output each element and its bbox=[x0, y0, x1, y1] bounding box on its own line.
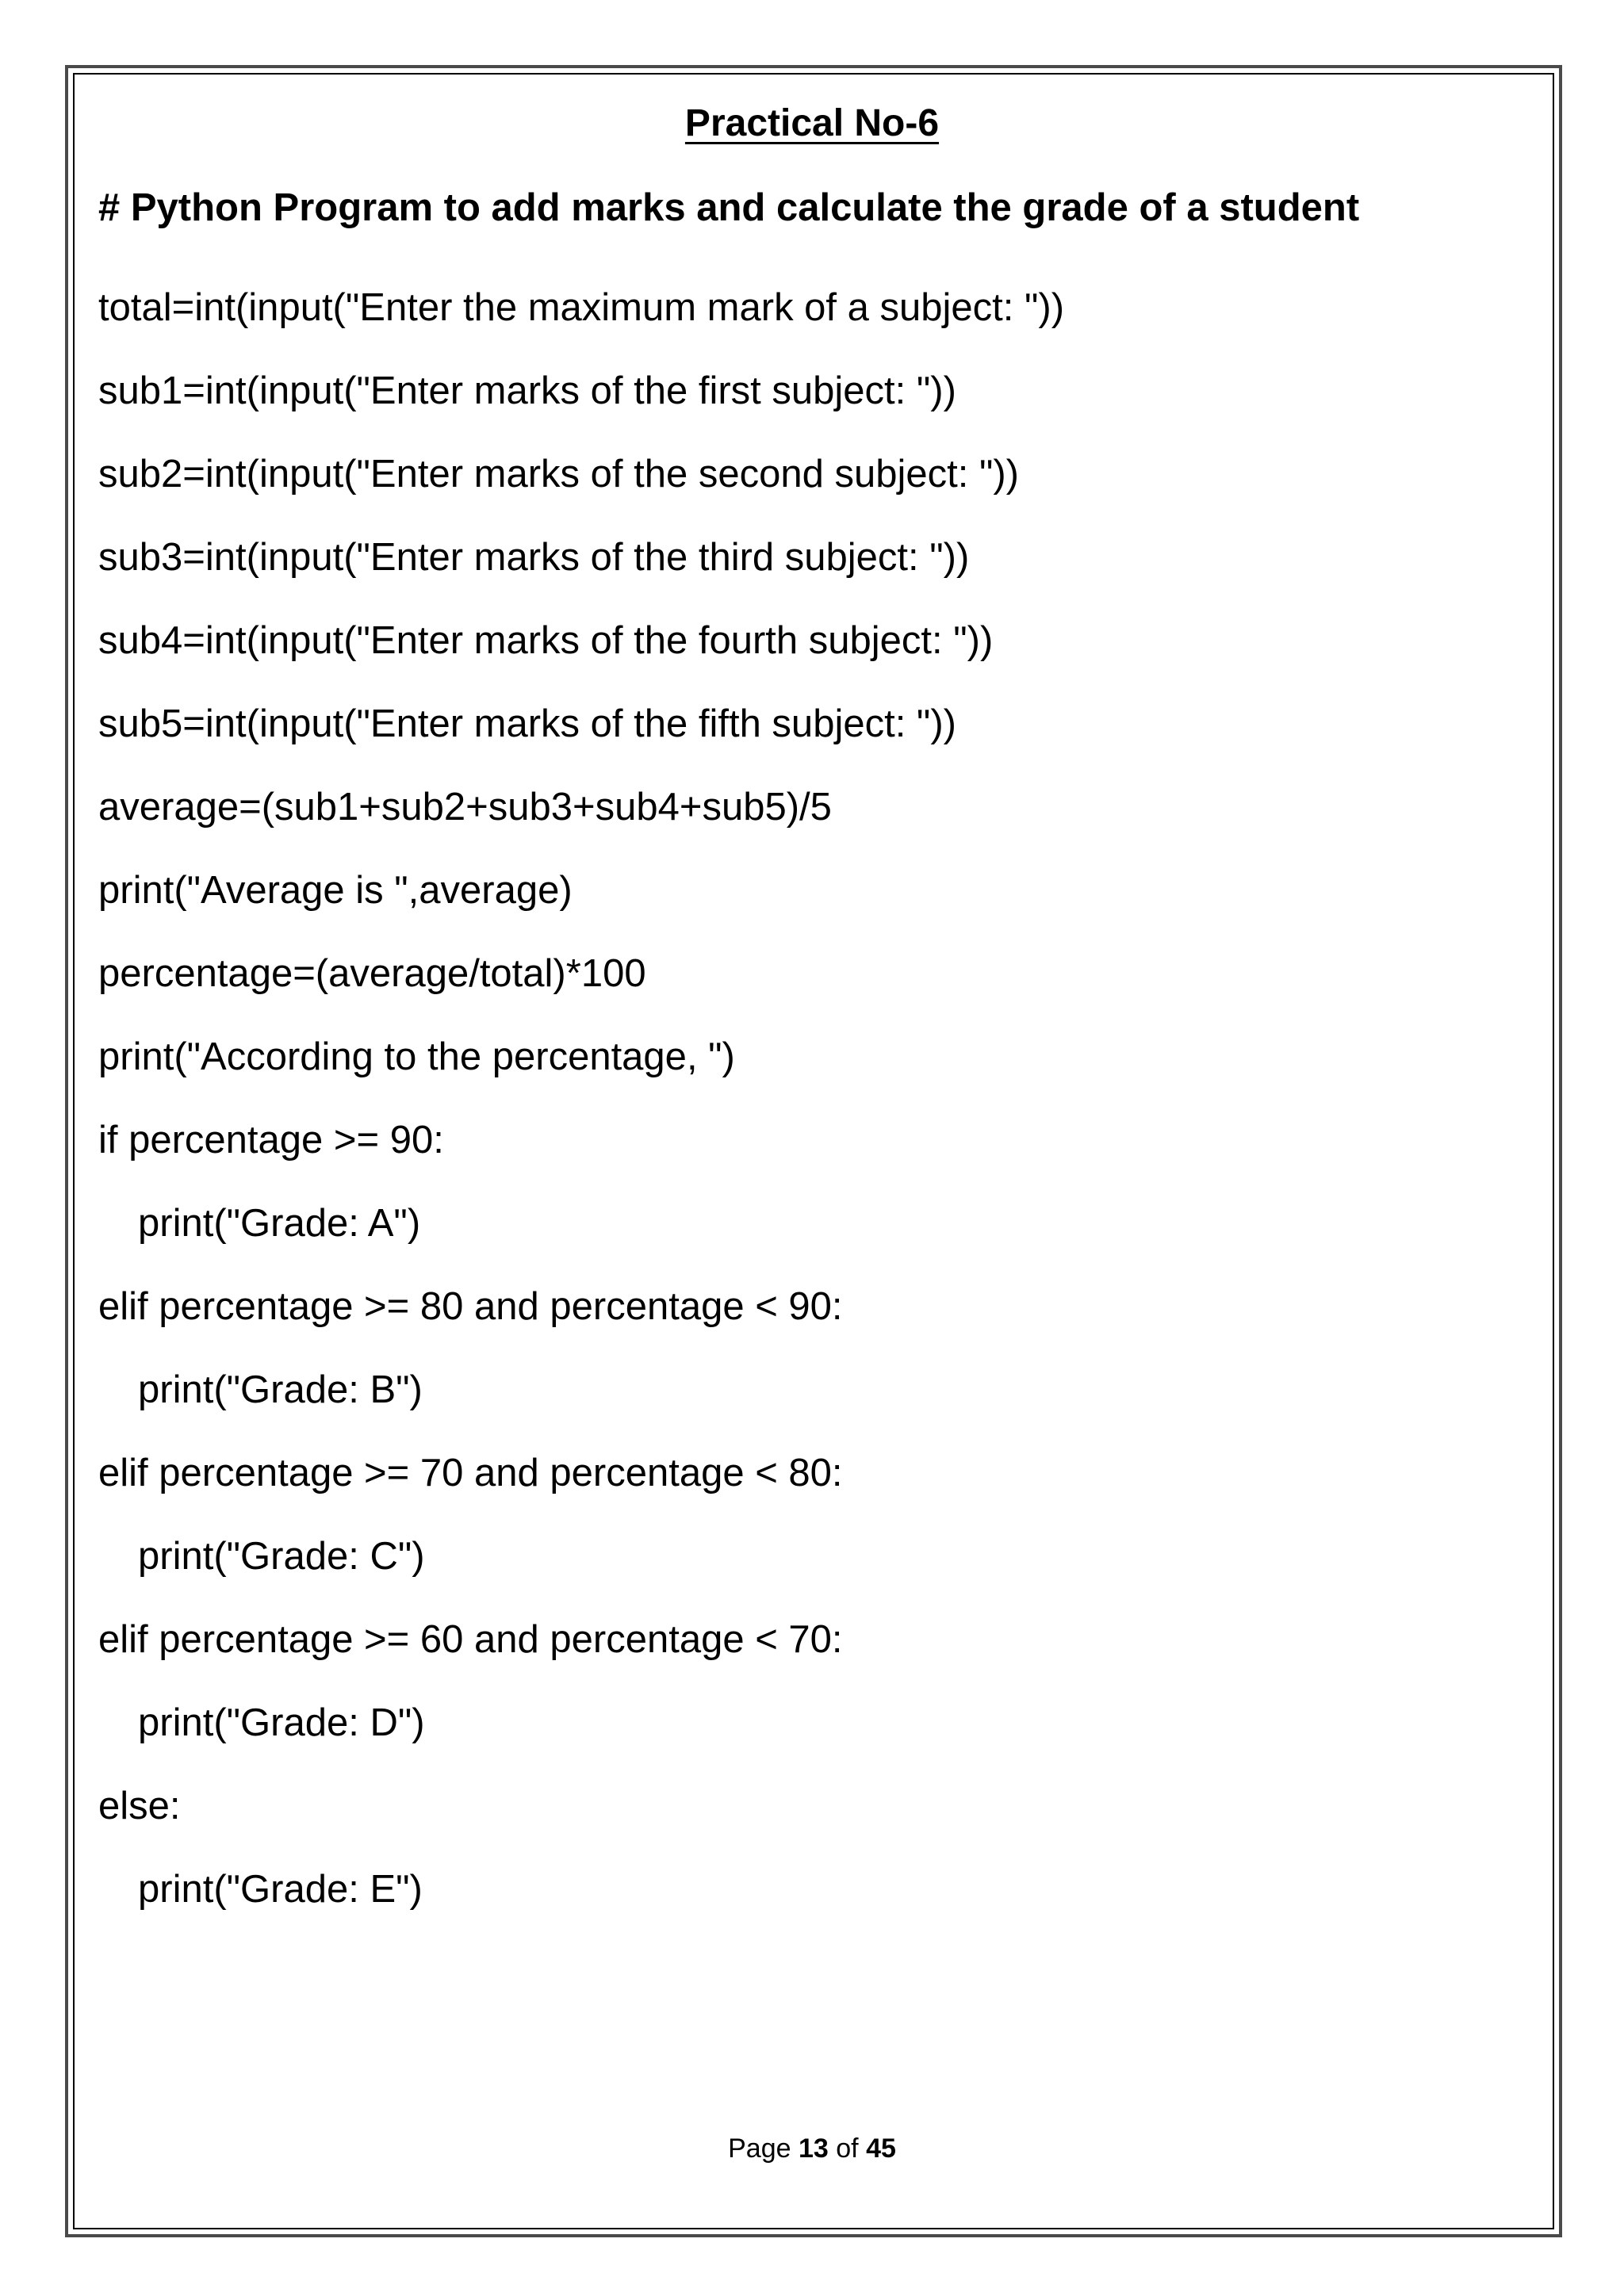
code-line: print("According to the percentage, ") bbox=[98, 1035, 735, 1078]
code-line: print("Grade: C") bbox=[138, 1535, 425, 1578]
code-line: sub3=int(input("Enter marks of the third subject: ")) bbox=[98, 536, 970, 579]
code-line: print("Average is ",average) bbox=[98, 869, 573, 912]
code-line: if percentage >= 90: bbox=[98, 1119, 444, 1161]
page-footer bbox=[0, 2131, 1624, 2166]
program-heading: # Python Program to add marks and calculate the grade of a student bbox=[98, 186, 1360, 229]
code-line: print("Grade: D") bbox=[138, 1701, 425, 1744]
code-line: sub5=int(input("Enter marks of the fifth subject: ")) bbox=[98, 702, 956, 745]
code-line: percentage=(average/total)*100 bbox=[98, 952, 646, 995]
code-line: elif percentage >= 60 and percentage < 70: bbox=[98, 1618, 843, 1661]
code-line: print("Grade: A") bbox=[138, 1202, 421, 1245]
code-line: else: bbox=[98, 1785, 181, 1827]
code-line: total=int(input("Enter the maximum mark of a subject: ")) bbox=[98, 286, 1065, 329]
code-line: sub1=int(input("Enter marks of the first subject: ")) bbox=[98, 369, 956, 412]
code-line: sub2=int(input("Enter marks of the second subject: ")) bbox=[98, 453, 1019, 496]
code-line: sub4=int(input("Enter marks of the fourth subject: ")) bbox=[98, 619, 994, 662]
code-line: print("Grade: E") bbox=[138, 1868, 423, 1911]
page-title: Practical No-6 bbox=[684, 102, 940, 144]
code-line: elif percentage >= 70 and percentage < 80: bbox=[98, 1452, 843, 1494]
code-line: print("Grade: B") bbox=[138, 1368, 423, 1411]
current-page-number: 13 bbox=[798, 2133, 829, 2164]
of-label: of bbox=[836, 2133, 859, 2164]
code-block bbox=[98, 266, 1064, 1931]
total-pages-number: 45 bbox=[866, 2133, 896, 2164]
code-line: elif percentage >= 80 and percentage < 90: bbox=[98, 1285, 843, 1328]
page-label: Page bbox=[728, 2133, 791, 2164]
code-line: average=(sub1+sub2+sub3+sub4+sub5)/5 bbox=[98, 786, 832, 828]
